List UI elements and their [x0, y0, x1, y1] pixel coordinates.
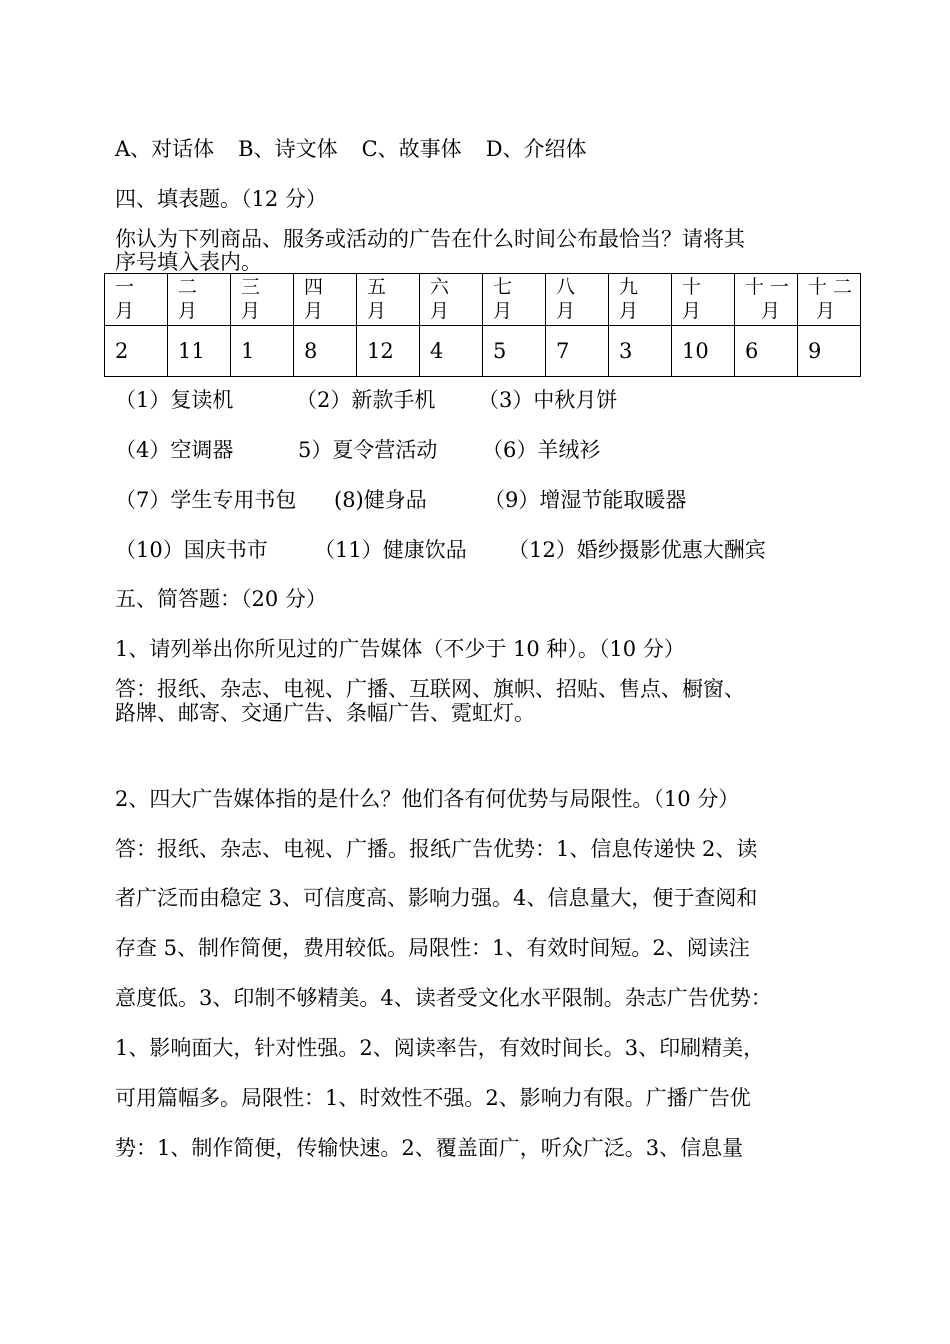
- item-1: （1）复读机: [115, 388, 234, 412]
- item-12: （12）婚纱摄影优惠大酬宾: [508, 538, 766, 562]
- month-value-cell: 5: [483, 326, 546, 377]
- section4-title: 四、填表题。（12 分）: [115, 187, 327, 211]
- month-value-cell: 10: [672, 326, 735, 377]
- answer-2-line: 可用篇幅多。局限性：1、时效性不强。2、影响力有限。广播广告优: [115, 1086, 751, 1110]
- answer-2-line: 存查 5、制作简便，费用较低。局限性：1、有效时间短。2、阅读注: [115, 936, 750, 960]
- section4-prompt-line2: 序号填入表内。: [115, 250, 262, 274]
- month-header-row: [105, 274, 861, 326]
- month-header-cell: 七 月: [483, 274, 546, 326]
- option-a: A、对话体: [115, 137, 215, 161]
- item-11: （11）健康饮品: [314, 538, 467, 562]
- item-4: （4）空调器: [115, 438, 234, 462]
- month-value-cell: 11: [168, 326, 231, 377]
- month-value-cell: 4: [420, 326, 483, 377]
- month-value-cell: 9: [798, 326, 861, 377]
- section4-prompt-line1: 你认为下列商品、服务或活动的广告在什么时间公布最恰当？请将其: [115, 227, 745, 251]
- month-header-cell: 十 月: [672, 274, 735, 326]
- month-header-cell: 八 月: [546, 274, 609, 326]
- item-2: （2）新款手机: [296, 388, 436, 412]
- month-header-cell: 十 二 月: [798, 274, 861, 326]
- item-10: （10）国庆书市: [115, 538, 268, 562]
- answer-2-line: 1、影响面大，针对性强。2、阅读率告，有效时间长。3、印刷精美，: [115, 1036, 765, 1060]
- item-3: （3）中秋月饼: [478, 388, 618, 412]
- item-5: 5）夏令营活动: [298, 438, 438, 462]
- items-row-3: [115, 488, 686, 512]
- month-value-cell: 2: [105, 326, 168, 377]
- items-row-2: [115, 438, 600, 462]
- option-b: B、诗文体: [238, 137, 338, 161]
- answer-1-line1: 答：报纸、杂志、电视、广播、互联网、旗帜、招贴、售点、橱窗、: [115, 677, 745, 701]
- month-header-cell: 六 月: [420, 274, 483, 326]
- month-header-cell: 二 月: [168, 274, 231, 326]
- month-header-cell: 十 一 月: [735, 274, 798, 326]
- month-header-cell: 九 月: [609, 274, 672, 326]
- section5-title: 五、简答题：（20 分）: [115, 587, 327, 611]
- month-table: [104, 273, 861, 377]
- answer-2-line: 势：1、制作简便，传输快速。2、覆盖面广，听众广泛。3、信息量: [115, 1136, 744, 1160]
- month-value-cell: 3: [609, 326, 672, 377]
- month-header-cell: 五 月: [357, 274, 420, 326]
- answer-2-line: 者广泛而由稳定 3、可信度高、影响力强。4、信息量大，便于查阅和: [115, 886, 758, 910]
- answer-2-line: 答：报纸、杂志、电视、广播。报纸广告优势：1、信息传递快 2、读: [115, 837, 758, 861]
- month-value-cell: 8: [294, 326, 357, 377]
- item-9: （9）增湿节能取暖器: [484, 488, 687, 512]
- month-value-cell: 6: [735, 326, 798, 377]
- question-1: 1、请列举出你所见过的广告媒体（不少于 10 种）。（10 分）: [115, 637, 685, 661]
- items-row-1: [115, 388, 617, 412]
- answer-2-line: 意度低。3、印制不够精美。4、读者受文化水平限制。杂志广告优势：: [115, 986, 772, 1010]
- month-header-cell: 三 月: [231, 274, 294, 326]
- month-value-row: [105, 326, 861, 377]
- option-d: D、介绍体: [485, 137, 587, 161]
- month-value-cell: 7: [546, 326, 609, 377]
- item-7: （7）学生专用书包: [115, 488, 297, 512]
- question-2: 2、四大广告媒体指的是什么？他们各有何优势与局限性。（10 分）: [115, 787, 740, 811]
- answer-1-line2: 路牌、邮寄、交通广告、条幅广告、霓虹灯。: [115, 701, 535, 725]
- month-header-cell: 一 月: [105, 274, 168, 326]
- month-value-cell: 1: [231, 326, 294, 377]
- item-8: (8)健身品: [334, 488, 427, 512]
- item-6: （6）羊绒衫: [482, 438, 601, 462]
- q3-options: [115, 137, 587, 161]
- option-c: C、故事体: [361, 137, 462, 161]
- items-row-4: [115, 538, 766, 562]
- month-header-cell: 四 月: [294, 274, 357, 326]
- month-value-cell: 12: [357, 326, 420, 377]
